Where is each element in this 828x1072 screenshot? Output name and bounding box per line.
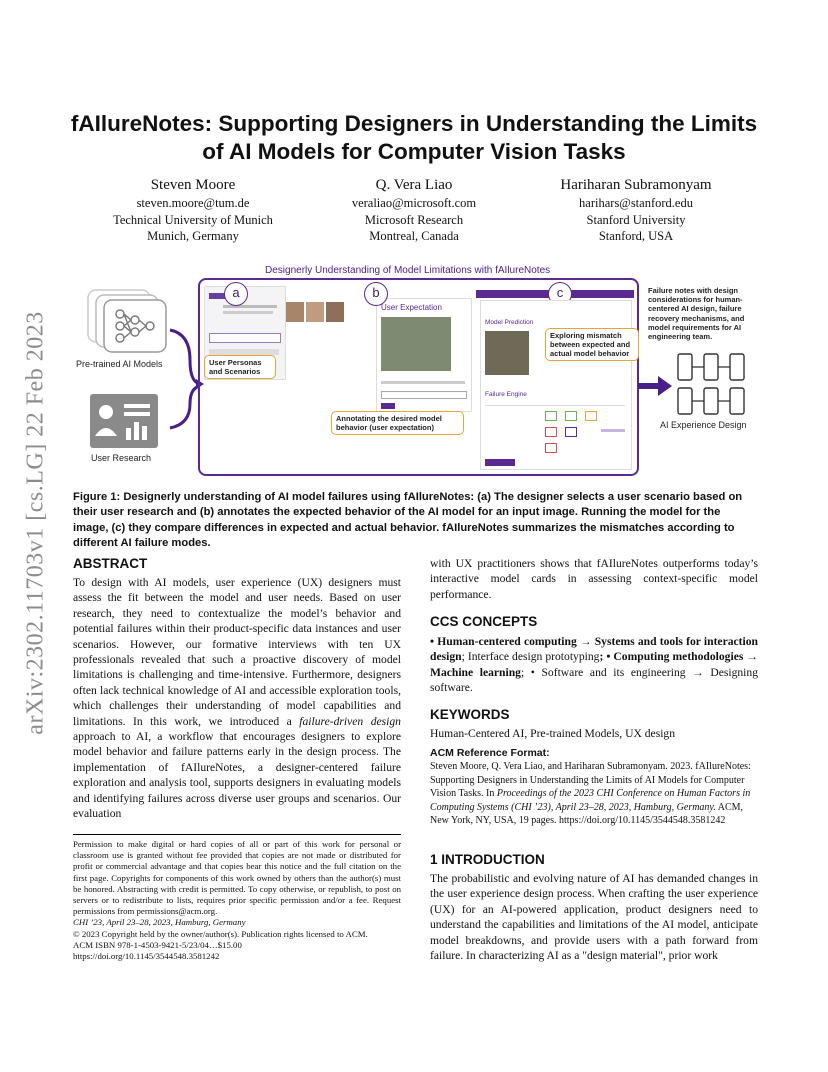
- scenario-images: [286, 298, 346, 326]
- ccs-text: • Human-centered computing → Systems and tools for interaction design; Interface design prototyping; • Computing methodologies → Machine learning; • Software and its engineering → Designing software.: [430, 635, 758, 695]
- callout-mismatch: Exploring mismatch between expected and actual model behavior: [545, 328, 639, 361]
- user-research-label: User Research: [91, 453, 152, 463]
- figure-caption: Figure 1: Designerly understanding of AI model failures using fAIlureNotes: (a) The designer selects a user scenario based on their user research and (b) annotates the expected behavior of the AI model for an input image. Running the model for the image, (c) they compare differences in expected and actual behavior. fAIlureNotes summarizes the mismatches according to different AI failure modes.: [73, 491, 743, 549]
- user-expectation-label: User Expectation: [381, 303, 442, 312]
- footnote: Permission to make digital or hard copies of all or part of this work for personal or classroom use is granted without fee provided that copies are not made or distributed for profit or commercial advantage and that copies bear this notice and the full citation on the first page. Copyrights for components of this work owned by others than the author(s) must be honored. Abstracting with credit is permitted. To copy otherwise, or republish, to post on servers or to redistribute to lists, requires prior specific permission and/or a fee. Request permissions from permissions@acm.org. CHI ’23, April 23–28, 2023, Hamburg, Germany © 2023 Copyright held by the owner/author(s). Publication rights licensed to ACM. ACM ISBN 978-1-4503-9421-5/23/04…$15.00 https://doi.org/10.1145/3544548.3581242: [73, 839, 401, 962]
- output-arrow: [638, 376, 672, 396]
- badge-b: b: [364, 282, 388, 306]
- author-2: Q. Vera Liao veraliao@microsoft.com Microsoft Research Montreal, Canada: [351, 177, 477, 243]
- badge-c: c: [548, 282, 572, 306]
- callout-personas: User Personas and Scenarios: [204, 355, 276, 379]
- comparison-mock: [480, 300, 632, 470]
- title-line-2: of AI Models for Computer Vision Tasks: [202, 139, 626, 164]
- expectation-mock: [376, 298, 472, 412]
- abstract-heading: ABSTRACT: [73, 556, 148, 571]
- acm-reference-heading: ACM Reference Format:: [430, 747, 550, 759]
- badge-a: a: [224, 282, 248, 306]
- author-1: Steven Moore steven.moore@tum.de Technical University of Munich Munich, Germany: [113, 177, 273, 243]
- abstract-text: To design with AI models, user experience (UX) designers must assess the fit between the model and user needs. Based on user research, they need to contextualize the model’s behavior and potential failures within their product-specific data instances and user scenarios. However, our formative interviews with ten UX professionals revealed that such a proactive discovery of model limitations is challenging and time-intensive. Furthermore, designers often lack technical knowledge of AI and accessible exploration tools, which challenges their understanding of model capabilities and limitations. In this work, we introduced a failure-driven design approach to AI, a workflow that encourages designers to explore model behavior and failure patterns early in the design process. The implementation of fAIlureNotes, a designer-centered failure exploration and analysis tool, supports designers in evaluating models and identifying failures across diverse user groups and scenarios. Our evaluation: [73, 576, 401, 821]
- figure-title: Designerly Understanding of Model Limitations with fAIlureNotes: [265, 265, 551, 276]
- failure-notes-text: Failure notes with design considerations for human-centered AI design, failure recovery mechanisms, and model requirements for AI engineering team.: [648, 286, 745, 342]
- footnote-rule: [73, 834, 401, 835]
- user-research-icon: [90, 394, 158, 448]
- keywords-text: Human-Centered AI, Pre-trained Models, UX design: [430, 727, 676, 740]
- failure-engine-label: Failure Engine: [485, 391, 527, 398]
- ai-experience-label: AI Experience Design: [660, 420, 747, 430]
- callout-annotating: Annotating the desired model behavior (user expectation): [331, 411, 464, 435]
- author-3: Hariharan Subramonyam harihars@stanford.edu Stanford University Stanford, USA: [560, 177, 712, 243]
- expectation-image: [381, 317, 451, 371]
- keywords-heading: KEYWORDS: [430, 707, 510, 722]
- introduction-heading: 1 INTRODUCTION: [430, 852, 545, 867]
- ccs-heading: CCS CONCEPTS: [430, 614, 538, 629]
- ai-experience-icon: [676, 352, 746, 416]
- abstract-continued: with UX practitioners shows that fAIlureNotes outperforms today’s interactive model cards in assessing context-specific model performance.: [430, 557, 758, 601]
- acm-reference-text: Steven Moore, Q. Vera Liao, and Hariharan Subramonyam. 2023. fAIlureNotes: Supporting Designers in Understanding the Limits of AI Models for Computer Vision Tasks. In Proceedings of the 2023 CHI Conference on Human Factors in Computing Systems (CHI ’23), April 23–28, 2023, Hamburg, Germany. ACM, New York, NY, USA, 19 pages. https://doi.org/10.1145/3544548.3581242: [430, 761, 751, 827]
- arxiv-stamp: arXiv:2302.11703v1 [cs.LG] 22 Feb 2023: [22, 311, 49, 735]
- pretrained-label: Pre-trained AI Models: [76, 359, 163, 369]
- introduction-text: The probabilistic and evolving nature of AI has demanded changes in the user experience design process. When crafting the user experience (UX) for an AI-powered application, product designers need to understand the capabilities and limitations of the AI model, anticipate model breakdowns, and provide users with a path forward from failure. In characterizing AI as a "design material", prior work: [430, 872, 758, 963]
- title-line-1: fAIlureNotes: Supporting Designers in Understanding the Limits: [70, 111, 758, 136]
- paper-title: [60, 110, 768, 166]
- model-prediction-label: Model Prediction: [485, 319, 534, 326]
- prediction-image: [485, 331, 529, 375]
